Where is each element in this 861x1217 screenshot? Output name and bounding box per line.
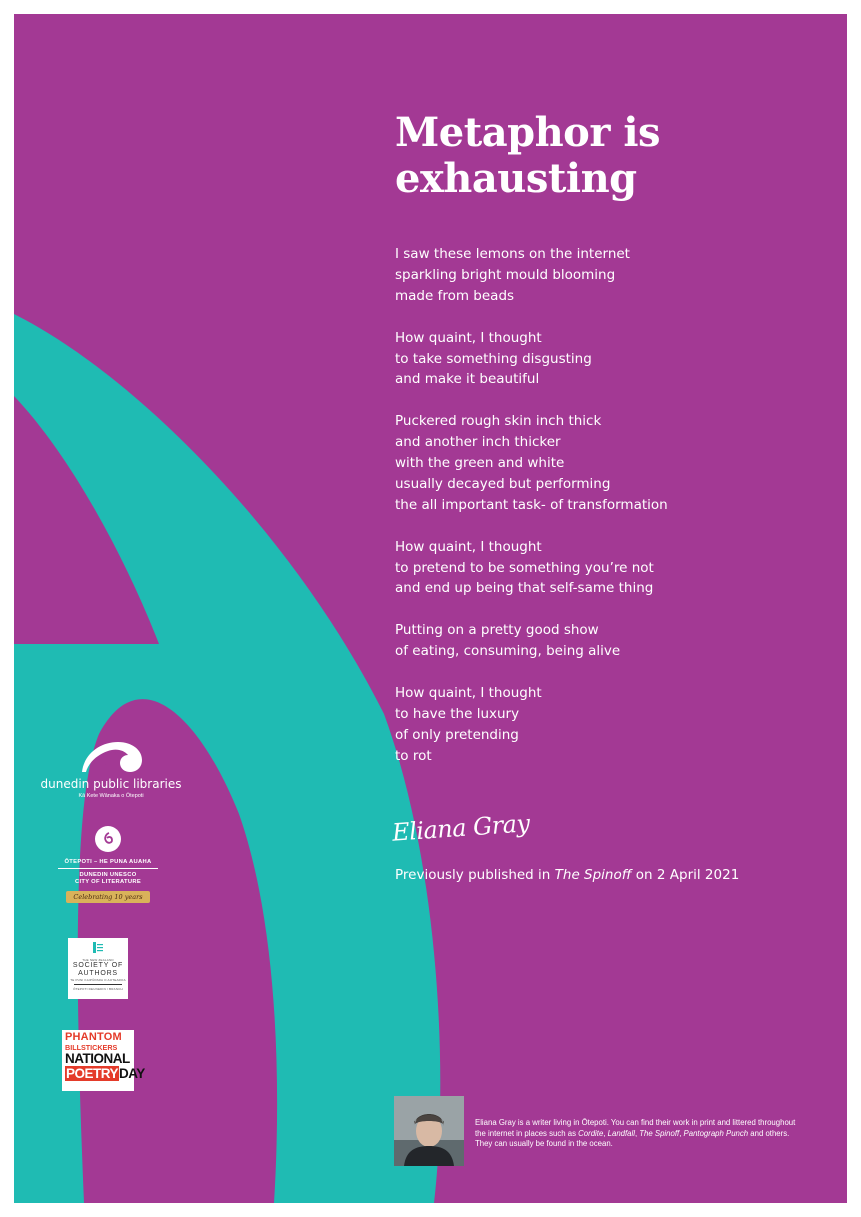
poem-line: and end up being that self-same thing — [395, 580, 654, 597]
city-line-1: ŌTEPOTI – HE PUNA AUAHA — [64, 859, 152, 865]
dpl-name: dunedin public libraries — [40, 777, 182, 791]
poem-stanza — [395, 328, 835, 391]
npd-line-4 — [65, 1065, 145, 1081]
city-of-literature-logo — [52, 826, 164, 904]
poem-title — [395, 110, 815, 202]
npd-line-2: BILLSTICKERS — [65, 1043, 118, 1052]
title-line-1: Metaphor is — [395, 109, 661, 156]
soa-small-mid: TE PUNI KAIPŪPARA O AOTEAROA — [70, 978, 126, 982]
poem-line: of eating, consuming, being alive — [395, 643, 621, 660]
npd-line-3: NATIONAL — [65, 1051, 130, 1067]
author-photo — [394, 1096, 464, 1166]
city-line-3: CITY OF LITERATURE — [74, 879, 142, 885]
publication-suffix: on 2 April 2021 — [631, 867, 740, 883]
poem-line: to rot — [395, 747, 432, 764]
poem-line: Putting on a pretty good show — [395, 622, 599, 639]
poem-line: to have the luxury — [395, 705, 520, 722]
poem-line: of only pretending — [395, 726, 519, 743]
wave-icon — [76, 738, 146, 774]
publication-prefix: Previously published in — [395, 867, 555, 883]
npd-poetry: POETRY — [66, 1065, 119, 1081]
poem-line: sparkling bright mould blooming — [395, 266, 616, 283]
soa-small-top: THE NEW ZEALAND — [82, 958, 114, 962]
poem-line: I saw these lemons on the internet — [395, 246, 630, 262]
title-line-2: exhausting — [395, 155, 637, 202]
society-of-authors-logo — [68, 938, 128, 999]
poem-line: How quaint, I thought — [395, 538, 542, 555]
bio-separator: , — [603, 1128, 608, 1138]
poem-stanza — [395, 537, 835, 600]
poem-stanza — [395, 620, 835, 662]
poster — [14, 14, 847, 1203]
poem-line: with the green and white — [395, 455, 565, 472]
bio-text: and others. They can usually be found in the ocean. — [475, 1128, 790, 1148]
dpl-subtitle: Kā Kete Wānaka o Ōtepoti — [78, 793, 144, 799]
npd-day: DAY — [119, 1065, 145, 1081]
soa-small-bottom: ŌTEPOTI DEUNEDIN / BRANCH — [73, 987, 123, 991]
bio-publication: Cordite — [578, 1128, 604, 1138]
city-line-2: DUNEDIN UNESCO — [79, 872, 137, 878]
poem-line: to pretend to be something you’re not — [395, 559, 654, 576]
bio-separator: , — [679, 1128, 684, 1138]
bio-publication: Landfall — [607, 1128, 635, 1138]
soa-line-2: AUTHORS — [78, 970, 118, 977]
author-bio — [475, 1118, 805, 1150]
poem-line: How quaint, I thought — [395, 329, 542, 346]
circle-emblem-icon — [95, 826, 121, 852]
poem-line: and another inch thicker — [395, 434, 561, 451]
poem-stanza — [395, 411, 835, 516]
npd-line-1: PHANTOM — [65, 1031, 122, 1043]
poem-body — [395, 244, 835, 787]
poem-line: made from beads — [395, 287, 515, 304]
poem-stanza — [395, 244, 835, 307]
bio-text: Eliana Gray is a writer living in Ōtepoti. You can find their work in print and littered throughout the internet in places such as — [475, 1118, 796, 1138]
poem-line: and make it beautiful — [395, 371, 540, 388]
bio-publication: The Spinoff — [639, 1128, 680, 1138]
poem-line: How quaint, I thought — [395, 684, 542, 701]
poem-stanza — [395, 683, 835, 767]
poem-line: to take something disgusting — [395, 350, 592, 367]
anniversary-ribbon: Celebrating 10 years — [66, 891, 149, 903]
bio-separator: , — [634, 1128, 640, 1138]
poem-line: usually decayed but performing — [395, 475, 611, 492]
publication-note — [395, 867, 739, 883]
author-portrait-image — [394, 1096, 464, 1166]
dunedin-public-libraries-logo — [36, 738, 186, 799]
divider — [74, 984, 122, 985]
bio-publication: Pantograph Punch — [683, 1128, 749, 1138]
book-icon — [92, 942, 104, 953]
publication-outlet: The Spinoff — [554, 867, 632, 883]
poem-line: Puckered rough skin inch thick — [395, 413, 602, 430]
poem-line: the all important task- of transformation — [395, 496, 668, 513]
soa-line-1: SOCIETY OF — [72, 962, 124, 969]
author-signature: Eliana Gray — [391, 809, 531, 847]
national-poetry-day-logo — [62, 1030, 145, 1091]
divider — [58, 868, 158, 869]
